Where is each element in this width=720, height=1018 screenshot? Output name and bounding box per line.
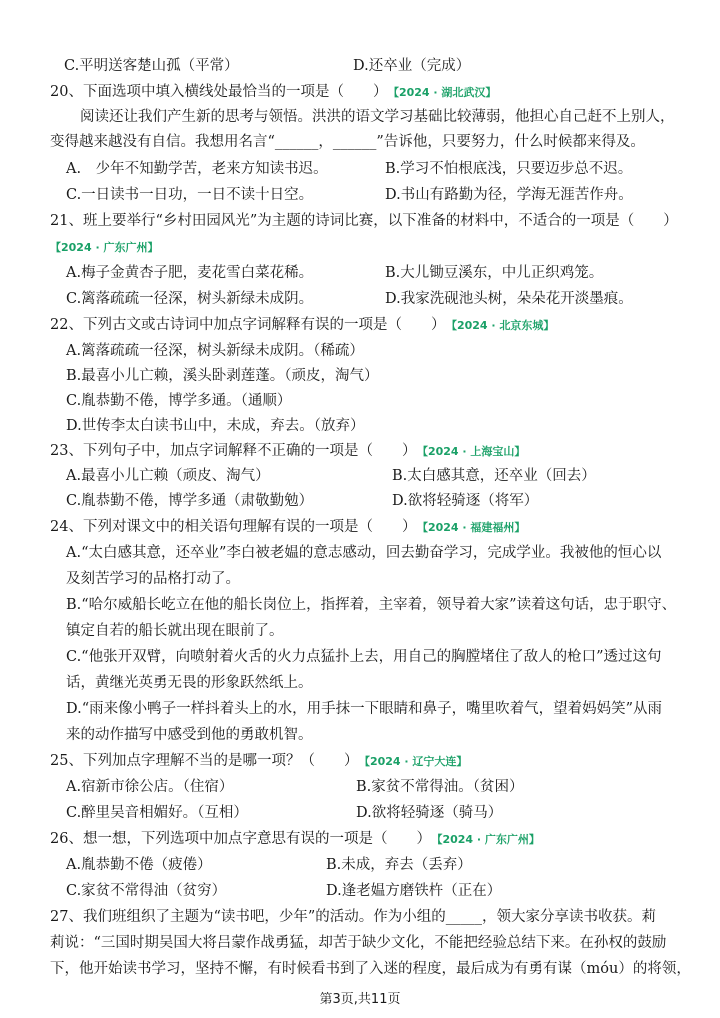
q20-source-tag: 【2024 · 湖北武汉】 [393,86,497,99]
q22-stem [50,315,554,336]
q21-stem: 21、班上要举行“乡村田园风光”为主题的诗词比赛，以下准备的材料中，不适合的一项是（ ） [50,213,678,229]
q19-option-d: D.还卒业（完成） [353,58,471,74]
q21-source-tag: 【2024 · 广东广州】 [50,241,159,254]
q27-line-2: 莉说：“三国时期吴国大将吕蒙作战勇猛，却苦于缺少文化，不能把经验总结下来。在孙权的鼓励 [50,935,667,951]
q26-stem-text: 26、想一想，下列选项中加点字意思有误的一项是（ ） [50,831,431,847]
q20-stem-text: 20、下面选项中填入横线处最恰当的一项是（ ） [50,84,388,100]
q23-source-tag: 【2024 · 上海宝山】 [422,445,526,458]
q23-stem [50,441,525,462]
q27-line-1: 27、我们班组织了主题为“读书吧，少年”的活动。作为小组的_____，领大家分享读书收获。莉 [50,909,657,925]
q21-option-b: B.大儿锄豆溪东，中儿正织鸡笼。 [385,265,604,281]
q23-stem-text: 23、下列句子中，加点字词解释不正确的一项是（ ） [50,443,417,459]
q26-source-tag: 【2024 · 广东广州】 [436,833,540,846]
q24-option-b-line-2: 镇定自若的船长就出现在眼前了。 [66,623,284,639]
q20-option-c: C.一日读书一日功，一日不读十日空。 [66,187,314,203]
q24-stem-text: 24、下列对课文中的相关语句理解有误的一项是（ ） [50,519,417,535]
q20-passage-line-2: 变得越来越没有自信。我想用名言“______，______”告诉他，只要努力，什么时候都来得及。 [50,134,645,150]
q24-option-c-line-2: 话，黄继光英勇无畏的形象跃然纸上。 [66,675,313,691]
q23-option-d: D.欲将轻骑逐（将军） [392,493,539,509]
q27-line-3: 下，他开始读书学习，坚持不懈，有时候看书到了入迷的程度，最后成为有勇有谋（móu）的将领， [50,961,691,977]
q22-option-a: A.篱落疏疏一径深，树头新绿未成阴。（稀疏） [66,343,364,359]
q25-option-a: A.宿新市徐公店。（住宿） [66,779,234,795]
q26-option-c: C.家贫不常得油（贫穷） [66,883,227,899]
q21-option-d: D.我家洗砚池头树，朵朵花开淡墨痕。 [385,291,633,307]
q26-option-a: A.胤恭勤不倦（疲倦） [66,857,212,873]
q19-option-c: C.平明送客楚山孤（平常） [64,58,239,74]
q20-stem [50,82,496,103]
q25-stem [50,751,467,772]
q22-option-c: C.胤恭勤不倦，博学多通。（通顺） [66,393,292,409]
q20-option-d: D.书山有路勤为径，学海无涯苦作舟。 [385,187,633,203]
q25-source-tag: 【2024 · 辽宁大连】 [364,755,468,768]
q24-option-a-line-1: A.“太白感其意，还卒业”李白被老媪的意志感动，回去勤奋学习，完成学业。我被他的恒心以 [66,545,662,561]
q25-stem-text: 25、下列加点字理解不当的是哪一项？（ ） [50,753,359,769]
q26-stem [50,829,540,850]
q25-option-d: D.欲将轻骑逐（骑马） [356,805,503,821]
q21-source-tag-line [50,237,158,258]
q25-option-b: B.家贫不常得油。（贫困） [356,779,524,795]
q23-option-b: B.太白感其意，还卒业（回去） [392,468,596,484]
q21-option-c: C.篱落疏疏一径深，树头新绿未成阴。 [66,291,314,307]
q24-option-b-line-1: B.“哈尔威船长屹立在他的船长岗位上，指挥着，主宰着，领导着大家”读着这句话，忠于职守、 [66,597,677,613]
q20-passage-line-1: 阅读还让我们产生新的思考与领悟。洪洪的语文学习基础比较薄弱，他担心自己赶不上别人， [80,109,675,125]
q22-stem-text: 22、下列古文或古诗词中加点字词解释有误的一项是（ ） [50,317,446,333]
q20-option-b: B.学习不怕根底浅，只要迈步总不迟。 [385,161,633,177]
q22-source-tag: 【2024 · 北京东城】 [451,319,555,332]
q21-option-a: A.梅子金黄杏子肥，麦花雪白菜花稀。 [66,265,314,281]
q24-stem [50,517,525,538]
q23-option-a: A.最喜小儿亡赖（顽皮、淘气） [66,468,270,484]
q24-source-tag: 【2024 · 福建福州】 [422,521,526,534]
q22-option-b: B.最喜小儿亡赖，溪头卧剥莲蓬。（顽皮，淘气） [66,368,379,384]
q24-option-d-line-1: D.“雨来像小鸭子一样抖着头上的水，用手抹一下眼睛和鼻子，嘴里吹着气，望着妈妈笑”从雨 [66,701,663,717]
q25-option-c: C.醉里吴音相媚好。（互相） [66,805,248,821]
q24-option-c-line-1: C.“他张开双臂，向喷射着火舌的火力点猛扑上去，用自己的胸膛堵住了敌人的枪口”透过这句 [66,649,662,665]
page-number-footer: 第3页,共11页 [319,992,401,1007]
q20-option-a: A. 少年不知勤学苦，老来方知读书迟。 [66,161,328,177]
q23-option-c: C.胤恭勤不倦，博学多通（肃敬勤勉） [66,493,314,509]
q24-option-d-line-2: 来的动作描写中感受到他的勇敢机智。 [66,727,313,743]
q26-option-b: B.未成，弃去（丢弃） [326,857,472,873]
q26-option-d: D.逢老媪方磨铁杵（正在） [326,883,502,899]
q24-option-a-line-2: 及刻苦学习的品格打动了。 [66,571,240,587]
q22-option-d: D.世传李太白读书山中，未成，弃去。（放弃） [66,418,365,434]
